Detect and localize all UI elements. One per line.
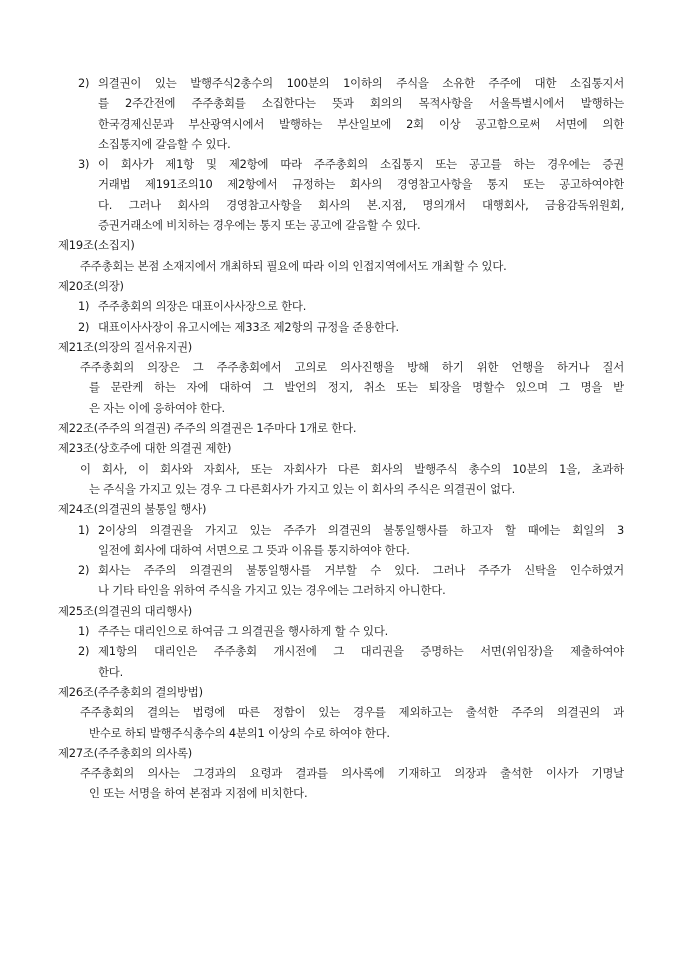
article-title: 제19조(소집지) [58, 238, 135, 253]
item-number: 2) [78, 644, 90, 659]
item-text: 2이상의 의결권을 가지고 있는 주주가 의결권의 불통일행사를 하고자 할 때에는 회일의 3 [98, 522, 624, 537]
paragraph-line: 한국경제신문과 부산광역시에서 발행하는 부산일보에 2회 이상 공고함으로써 서면에 의한 [98, 116, 624, 131]
paragraph-line: 거래법 제191조의10 제2항에서 규정하는 회사의 경영참고사항을 통지 또는 공고하여야한 [98, 177, 624, 192]
paragraph-line: 다. 그러나 회사의 경영참고사항을 회사의 본.지점, 명의개서 대행회사, 금융감독위원회, [98, 197, 624, 212]
item-text: 이 회사가 제1항 및 제2항에 따라 주주총회의 소집통지 또는 공고를 하는 경우에는 증권 [98, 157, 624, 172]
list-item [78, 520, 624, 540]
article-title: 제26조(주주총회의 결의방법) [58, 684, 203, 699]
paragraph-line: 반수로 하되 발행주식총수의 4분의1 이상의 수로 하여야 한다. [89, 725, 390, 740]
item-number: 2) [78, 76, 90, 90]
paragraph-line: 주주총회의 의사는 그경과의 요령과 결과를 의사록에 기재하고 의장과 출석한 이사가 기명날 [80, 766, 624, 781]
paragraph-line: 한다. [98, 664, 124, 679]
article-title: 제22조(주주의 의결권) 주주의 의결권은 1주마다 1개로 한다. [58, 421, 357, 436]
item-number: 1) [78, 522, 90, 537]
item-text: 대표이사사장이 유고시에는 제33조 제2항의 규정을 준용한다. [98, 319, 399, 334]
list-item [78, 560, 624, 580]
item-number: 2) [78, 319, 90, 334]
article-title: 제20조(의장) [58, 278, 124, 293]
item-text: 회사는 주주의 의결권의 불통일행사를 거부할 수 있다. 그러나 주주가 신탁을 인수하였거 [98, 563, 624, 578]
paragraph-line: 를 2주간전에 주주총회를 소집한다는 뜻과 회의의 목적사항을 서울특별시에서 발행하는 [98, 96, 624, 111]
item-number: 3) [78, 157, 90, 172]
item-number: 1) [78, 299, 90, 314]
article-title: 제21조(의장의 질서유지권) [58, 339, 193, 354]
article-title: 제24조(의결권의 불통일 행사) [58, 502, 207, 517]
list-item [78, 296, 624, 316]
paragraph-line: 일전에 회사에 대하여 서면으로 그 뜻과 이유를 통지하여야 한다. [98, 542, 410, 557]
item-text: 제1항의 대리인은 주주총회 개시전에 그 대리권을 증명하는 서면(위임장)을 제출하여야 [98, 644, 624, 659]
paragraph-line: 소집통지에 갈음할 수 있다. [98, 136, 231, 151]
list-item [78, 317, 624, 337]
paragraph-line: 인 또는 서명을 하여 본점과 지점에 비치한다. [89, 786, 308, 801]
item-text: 주주총회의 의장은 대표이사사장으로 한다. [98, 299, 307, 314]
paragraph-line: 주주총회는 본점 소재지에서 개최하되 필요에 따라 이의 인접지역에서도 개최할 수 있다. [80, 258, 507, 273]
paragraph-line: 는 주식을 가지고 있는 경우 그 다른회사가 가지고 있는 이 회사의 주식은 의결권이 없다. [89, 481, 516, 496]
list-item [78, 73, 624, 93]
item-text: 의결권이 있는 발행주식2총수의 100분의 1이하의 주식을 소유한 주주에 대한 소집통지서 [98, 76, 624, 90]
article-title: 제25조(의결권의 대리행사) [58, 603, 193, 618]
paragraph-line: 주주총회의 결의는 법령에 따른 정함이 있는 경우를 제외하고는 출석한 주주의 의결권의 과 [80, 705, 624, 720]
paragraph-line: 이 회사, 이 회사와 자회사, 또는 자회사가 다른 회사의 발행주식 총수의 10분의 1을, 초과하 [80, 461, 624, 476]
paragraph-line: 주주총회의 의장은 그 주주총회에서 고의로 의사진행을 방해 하기 위한 언행을 하거나 질서 [80, 360, 624, 375]
article-title: 제23조(상호주에 대한 의결권 제한) [58, 441, 232, 456]
paragraph-line: 나 기타 타인을 위하여 주식을 가지고 있는 경우에는 그러하지 아니한다. [98, 583, 446, 598]
article-title: 제27조(주주총회의 의사록) [58, 745, 193, 760]
paragraph-line: 를 문란케 하는 자에 대하여 그 발언의 정지, 취소 또는 퇴장을 명할수 있으며 그 명을 받 [89, 380, 624, 395]
item-number: 2) [78, 563, 90, 578]
paragraph-line: 증권거래소에 비치하는 경우에는 통지 또는 공고에 갈음할 수 있다. [98, 218, 421, 233]
list-item [78, 154, 624, 174]
item-text: 주주는 대리인으로 하여금 그 의결권을 행사하게 할 수 있다. [98, 624, 389, 639]
list-item [78, 621, 624, 641]
item-number: 1) [78, 624, 90, 639]
paragraph-line: 은 자는 이에 응하여야 한다. [89, 400, 225, 415]
list-item [78, 641, 624, 661]
articles-text [58, 73, 624, 804]
